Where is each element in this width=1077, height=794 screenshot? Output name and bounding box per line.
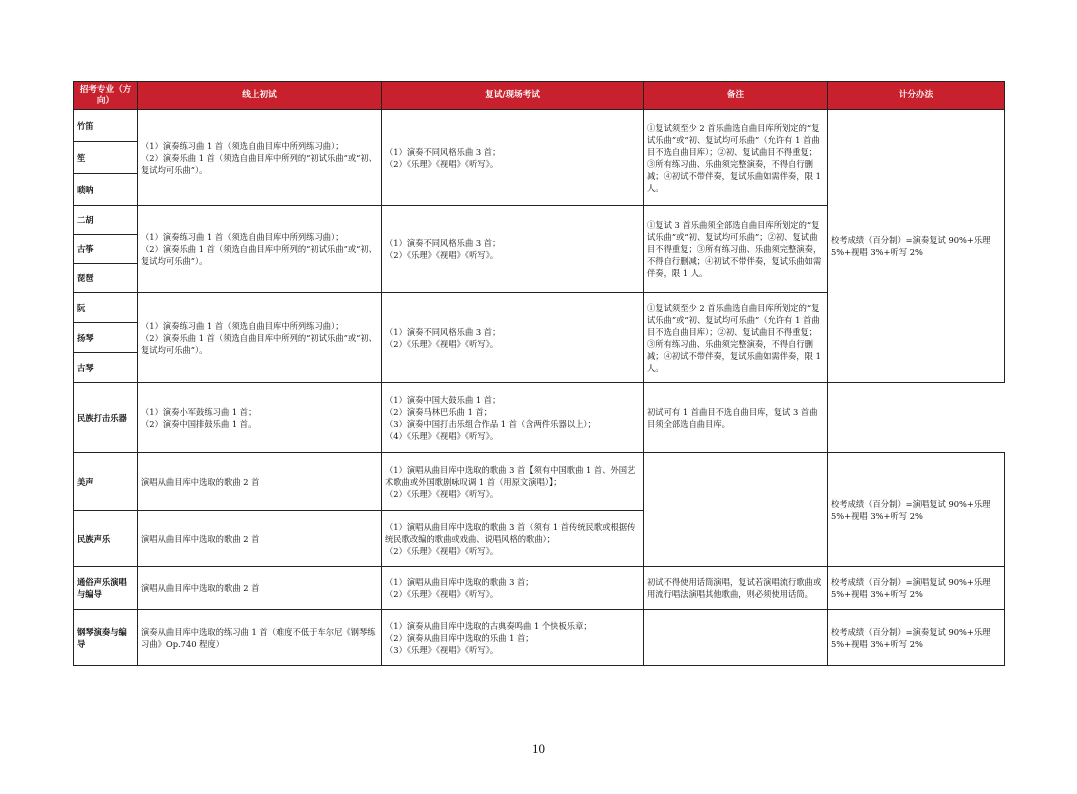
major-name: 唢呐 xyxy=(74,174,138,206)
major-name: 阮 xyxy=(74,293,138,323)
major-name: 钢琴演奏与编导 xyxy=(74,610,138,666)
online-test-cell: 演唱从曲目库中选取的歌曲 2 首 xyxy=(138,453,382,511)
page-number: 10 xyxy=(532,741,545,756)
major-name: 古筝 xyxy=(74,235,138,264)
table-row xyxy=(74,610,1005,666)
retest-cell: （1）演奏不同风格乐曲 3 首； （2）《乐理》《视唱》《听写》。 xyxy=(382,206,644,293)
retest-cell: （1）演唱从曲目库中选取的歌曲 3 首【须有中国歌曲 1 首、外国艺术歌曲或外国歌剧咏叹调 1 首（用原文演唱）】； （2）《乐理》《视唱》《听写》。 xyxy=(382,453,644,511)
major-name: 民族声乐 xyxy=(74,511,138,567)
note-cell-empty xyxy=(644,610,828,666)
table-row xyxy=(74,383,1005,453)
online-test-cell: （1）演奏练习曲 1 首（须选自曲目库中所列练习曲）； （2）演奏乐曲 1 首（须选自曲目库中所列的“初试乐曲”或“初、复试均可乐曲”）。 xyxy=(138,206,382,293)
online-test-cell: （1）演奏练习曲 1 首（须选自曲目库中所列练习曲）； （2）演奏乐曲 1 首（须选自曲目库中所列的“初试乐曲”或“初、复试均可乐曲”）。 xyxy=(138,293,382,383)
header-scoring: 计分办法 xyxy=(828,82,1005,110)
online-test-cell: 演唱从曲目库中选取的歌曲 2 首 xyxy=(138,567,382,610)
table-row xyxy=(74,453,1005,511)
major-name: 民族打击乐器 xyxy=(74,383,138,453)
note-cell: 初试不得使用话筒演唱，复试若演唱流行歌曲或用流行唱法演唱其他歌曲，则必须使用话筒。 xyxy=(644,567,828,610)
online-test-cell: （1）演奏练习曲 1 首（须选自曲目库中所列练习曲）； （2）演奏乐曲 1 首（须选自曲目库中所列的“初试乐曲”或“初、复试均可乐曲”）。 xyxy=(138,110,382,206)
scoring-cell: 校考成绩（百分制）=演唱复试 90%+乐理 5%+视唱 3%+听写 2% xyxy=(828,567,1005,610)
admissions-table xyxy=(73,81,1005,666)
note-cell: ①复试须至少 2 首乐曲选自曲目库所划定的“复试乐曲”或“初、复试均可乐曲”（允许有 1 首曲目不选自曲目库）；②初、复试曲目不得重复；③所有练习曲、乐曲须完整演奏，不得自行删减；④初试不带伴奏，复试乐曲如需伴奏，限 1 人。 xyxy=(644,110,828,206)
major-name: 美声 xyxy=(74,453,138,511)
major-name: 通俗声乐演唱与编导 xyxy=(74,567,138,610)
table-row xyxy=(74,567,1005,610)
note-cell: ①复试须至少 2 首乐曲选自曲目库所划定的“复试乐曲”或“初、复试均可乐曲”（允许有 1 首曲目不选自曲目库）；②初、复试曲目不得重复；③所有练习曲、乐曲须完整演奏，不得自行删减；④初试不带伴奏，复试乐曲如需伴奏，限 1 人。 xyxy=(644,293,828,383)
header-notes: 备注 xyxy=(644,82,828,110)
header-retest: 复试/现场考试 xyxy=(382,82,644,110)
online-test-cell: 演奏从曲目库中选取的练习曲 1 首（难度不低于车尔尼《钢琴练习曲》Op.740 程度） xyxy=(138,610,382,666)
major-name: 二胡 xyxy=(74,206,138,235)
retest-cell: （1）演唱从曲目库中选取的歌曲 3 首（须有 1 首传统民歌或根据传统民歌改编的歌曲或戏曲、说唱风格的歌曲）； （2）《乐理》《视唱》《听写》。 xyxy=(382,511,644,567)
header-row xyxy=(74,82,1005,110)
major-name: 竹笛 xyxy=(74,110,138,142)
table-row xyxy=(74,110,1005,142)
retest-cell: （1）演奏不同风格乐曲 3 首； （2）《乐理》《视唱》《听写》。 xyxy=(382,293,644,383)
major-name: 琵琶 xyxy=(74,264,138,293)
scoring-cell: 校考成绩（百分制）=演奏复试 90%+乐理 5%+视唱 3%+听写 2% xyxy=(828,610,1005,666)
retest-cell: （1）演奏中国大鼓乐曲 1 首； （2）演奏马林巴乐曲 1 首； （3）演奏中国打击乐组合作品 1 首（含两件乐器以上）； （4）《乐理》《视唱》《听写》。 xyxy=(382,383,644,453)
note-cell-empty xyxy=(644,453,828,567)
note-cell: ①复试 3 首乐曲须全部选自曲目库所划定的“复试乐曲”或“初、复试均可乐曲”；②初、复试曲目不得重复；③所有练习曲、乐曲须完整演奏，不得自行删减；④初试不带伴奏，复试乐曲如需伴奏，限 1 人。 xyxy=(644,206,828,293)
retest-cell: （1）演奏不同风格乐曲 3 首； （2）《乐理》《视唱》《听写》。 xyxy=(382,110,644,206)
major-name: 笙 xyxy=(74,142,138,174)
major-name: 扬琴 xyxy=(74,323,138,353)
online-test-cell: 演唱从曲目库中选取的歌曲 2 首 xyxy=(138,511,382,567)
note-cell: 初试可有 1 首曲目不选自曲目库，复试 3 首曲目须全部选自曲目库。 xyxy=(644,383,828,453)
retest-cell: （1）演唱从曲目库中选取的歌曲 3 首； （2）《乐理》《视唱》《听写》。 xyxy=(382,567,644,610)
online-test-cell: （1）演奏小军鼓练习曲 1 首； （2）演奏中国排鼓乐曲 1 首。 xyxy=(138,383,382,453)
scoring-cell-vocal: 校考成绩（百分制）=演唱复试 90%+乐理 5%+视唱 3%+听写 2% xyxy=(828,453,1005,567)
retest-cell: （1）演奏从曲目库中选取的古典奏鸣曲 1 个快板乐章； （2）演奏从曲目库中选取的乐曲 1 首； （3）《乐理》《视唱》《听写》。 xyxy=(382,610,644,666)
major-name: 古琴 xyxy=(74,353,138,383)
header-major: 招考专业（方向） xyxy=(74,82,138,110)
header-online-test: 线上初试 xyxy=(138,82,382,110)
scoring-cell-instrumental: 校考成绩（百分制）=演奏复试 90%+乐理 5%+视唱 3%+听写 2% xyxy=(828,110,1005,383)
